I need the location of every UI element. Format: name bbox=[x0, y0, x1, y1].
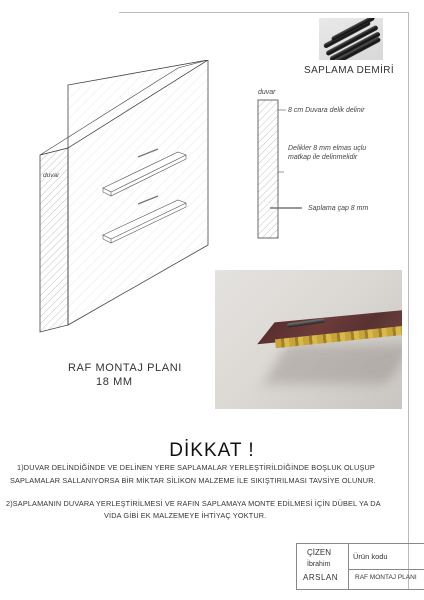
wall-shelf-diagram bbox=[28, 60, 228, 335]
warning-title: DİKKAT ! bbox=[169, 440, 255, 461]
section-wall-label: duvar bbox=[258, 89, 276, 96]
warning-line-3: 2)SAPLAMANIN DUVARA YERLEŞTİRİLMESİ VE RAFIN SAPLAMAYA MONTE EDİLMESİ İÇİN DÜBEL YA DA bbox=[6, 499, 381, 508]
product-name: RAF MONTAJ PLANI bbox=[355, 574, 417, 581]
wall-label: duvar bbox=[43, 172, 60, 179]
wall-section-detail bbox=[256, 88, 396, 240]
warning-line-4: VİDA GİBİ EK MALZEMEYE İHTİYAÇ YOKTUR. bbox=[104, 511, 267, 520]
warning-line-2: SAPLAMALAR SALLANIYORSA BİR MİKTAR SİLİKON MALZEME İLE SIKIŞTIRILMASI TAVSİYE OLUNUR. bbox=[10, 476, 376, 485]
pins-caption: SAPLAMA DEMİRİ bbox=[304, 65, 395, 76]
drawn-by-last-name: ARSLAN bbox=[303, 573, 339, 582]
drawn-by-first-name: İbrahim bbox=[307, 561, 331, 568]
note-drill-line2: matkap ile delinmelidir bbox=[288, 154, 358, 161]
note-drill-line1: Delikler 8 mm elmas uçlu bbox=[288, 145, 367, 152]
shelf-mounting-photo bbox=[215, 270, 402, 409]
note-hole-depth: 8 cm Duvara delik delinir bbox=[288, 107, 365, 114]
warning-line-1: 1)DUVAR DELİNDİĞİNDE VE DELİNEN YERE SAPLAMALAR YERLEŞTİRİLDİĞİNDE BOŞLUK OLUŞUP bbox=[17, 463, 375, 472]
title-block-code bbox=[349, 544, 424, 570]
title-block bbox=[296, 543, 424, 590]
title-block-author bbox=[297, 544, 349, 589]
note-pin-diameter: Saplama çap 8 mm bbox=[308, 205, 369, 212]
drawn-by-label: ÇİZEN bbox=[307, 548, 331, 557]
pins-photo bbox=[319, 18, 383, 60]
plan-title: RAF MONTAJ PLANI bbox=[68, 362, 182, 374]
plan-thickness: 18 MM bbox=[96, 376, 133, 388]
product-code-label: Ürün kodu bbox=[353, 552, 388, 561]
